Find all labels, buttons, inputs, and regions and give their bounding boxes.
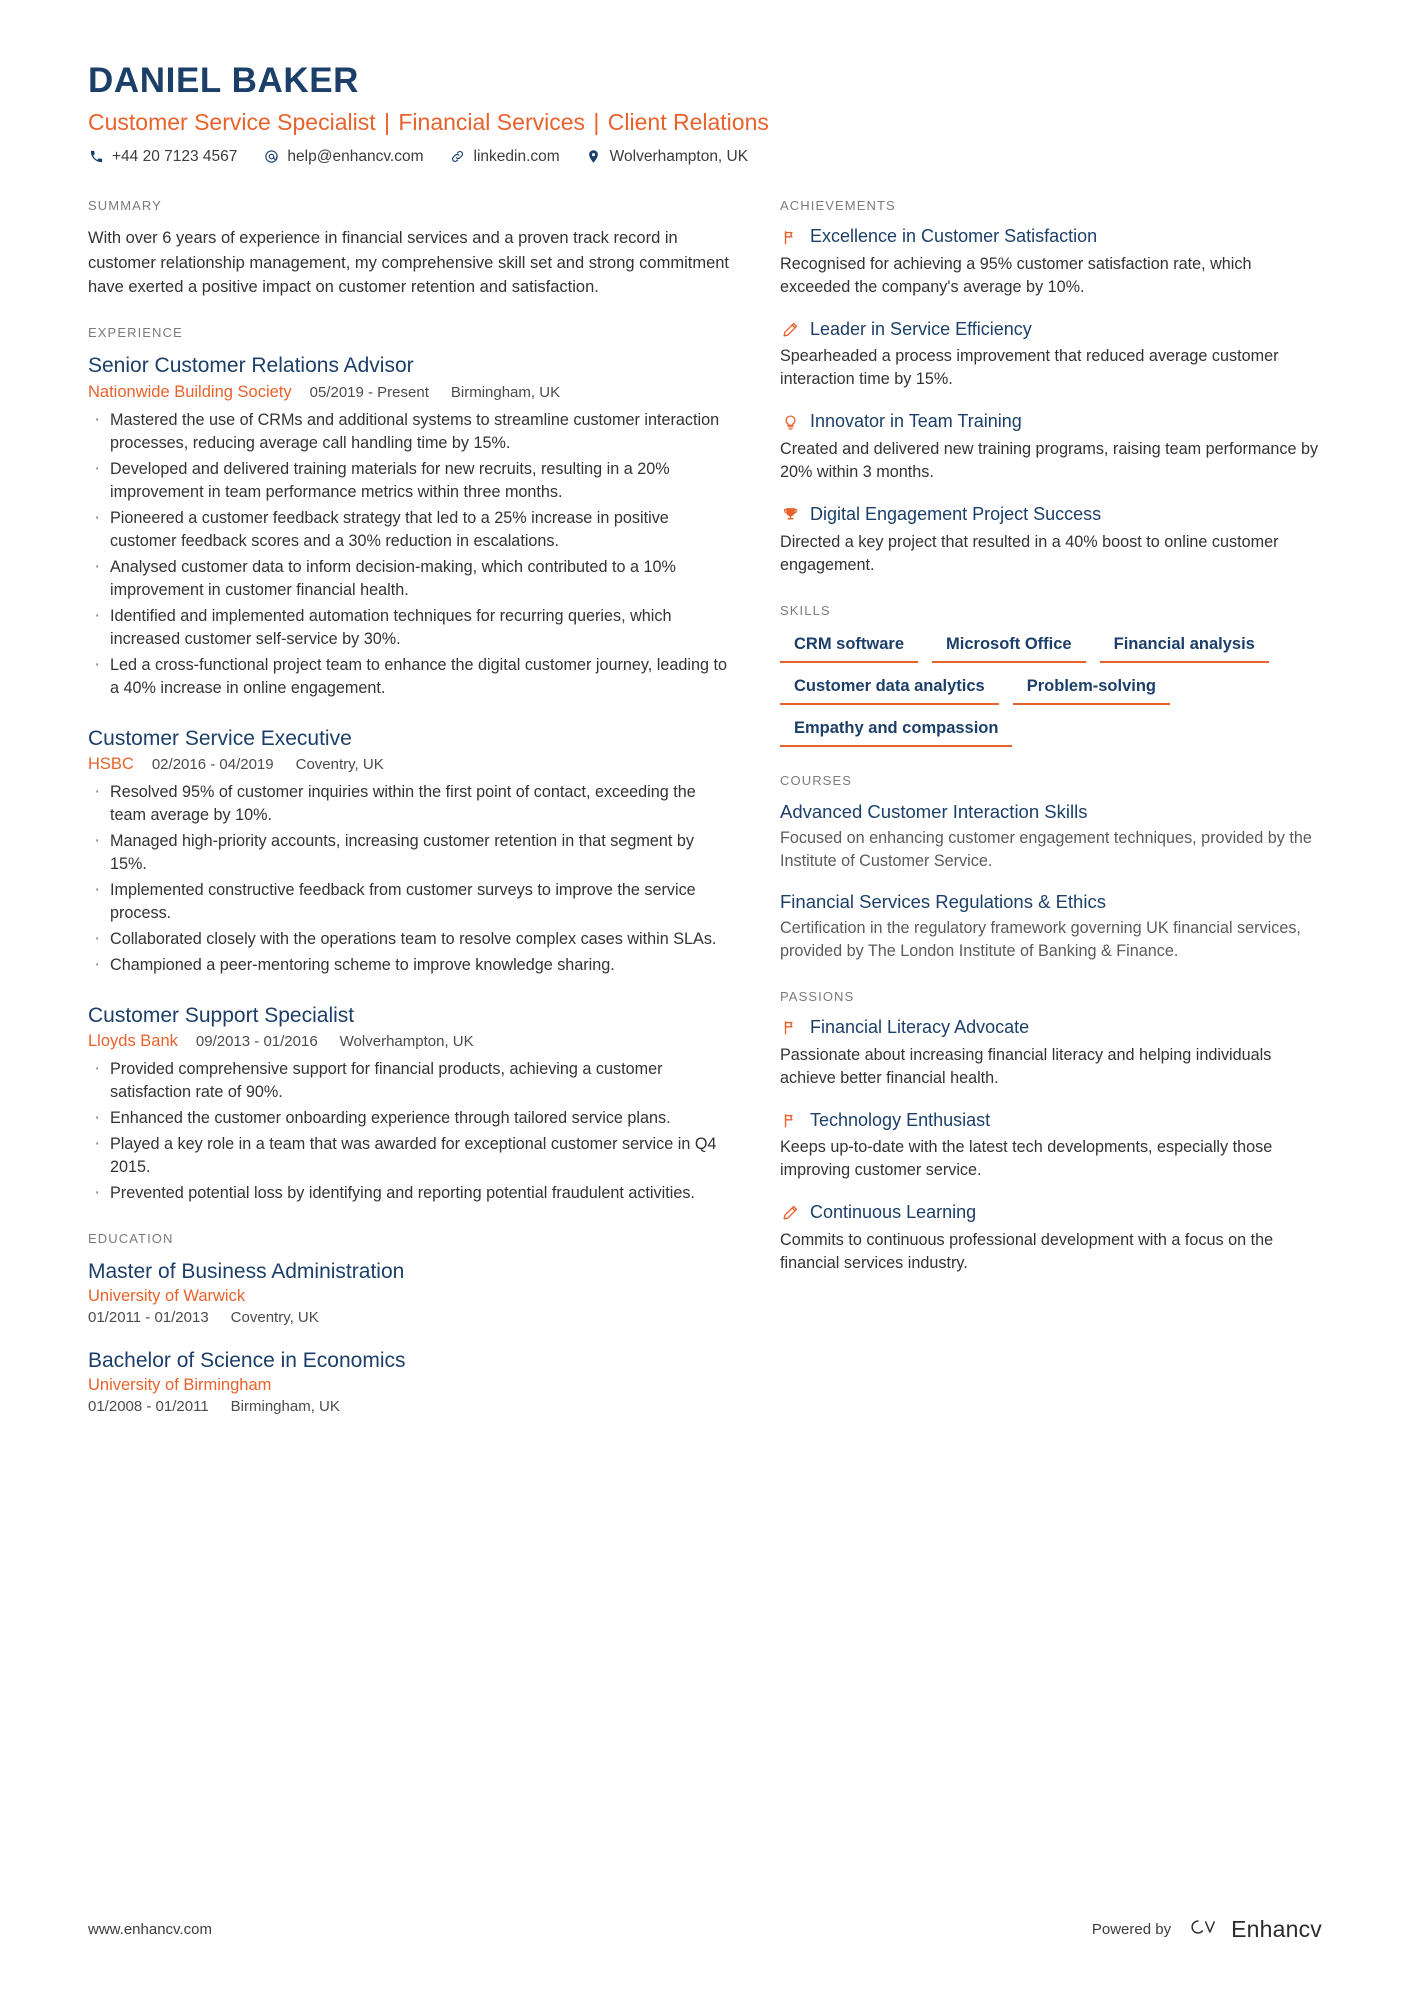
- job-company: HSBC: [88, 754, 134, 773]
- section-passions: [780, 989, 1322, 1275]
- skill-chip: Microsoft Office: [932, 631, 1086, 663]
- right-column: [780, 198, 1322, 1301]
- enhancv-logo: [1187, 1916, 1322, 1943]
- job-bullets: [88, 1058, 732, 1205]
- contact-email-text: help@enhancv.com: [287, 147, 424, 165]
- list-item: · Pioneered a customer feedback strategy that led to a 25% increase in positive customer feedback scores and a 30% reduction in escalations.: [88, 507, 732, 553]
- skill-chip: Financial analysis: [1100, 631, 1269, 663]
- job-bullets: [88, 781, 732, 977]
- headline-part-2: Financial Services: [398, 108, 586, 135]
- achievement-desc: Created and delivered new training programs, raising team performance by 20% within 3 months.: [780, 440, 1319, 482]
- headline-separator: |: [377, 108, 397, 135]
- passion-title: Continuous Learning: [810, 1202, 977, 1223]
- powered-by-label: Powered by: [1091, 1921, 1172, 1938]
- passion-head: [780, 1017, 1322, 1039]
- passion-desc: Commits to continuous professional development with a focus on the financial services industry.: [780, 1230, 1274, 1272]
- contact-linkedin[interactable]: [450, 148, 560, 164]
- skill-chip: Empathy and compassion: [780, 715, 1012, 747]
- job-location: Wolverhampton, UK: [339, 1033, 474, 1051]
- experience-item: [88, 353, 732, 699]
- list-item: · Resolved 95% of customer inquiries within the first point of contact, exceeding the team average by 10%.: [88, 781, 732, 827]
- page-title: DANIEL BAKER: [88, 61, 360, 100]
- skills-list: [780, 631, 1322, 747]
- pen-icon: [780, 1203, 800, 1223]
- course-item: [780, 891, 1322, 963]
- achievement-head: [780, 411, 1322, 433]
- section-title-education: EDUCATION: [88, 1231, 174, 1247]
- education-location: Coventry, UK: [230, 1309, 319, 1327]
- section-courses: [780, 773, 1322, 963]
- job-meta: [88, 755, 732, 774]
- passion-item: [780, 1202, 1322, 1275]
- achievement-title: Excellence in Customer Satisfaction: [810, 226, 1098, 247]
- experience-item: [88, 1003, 732, 1205]
- job-company: Nationwide Building Society: [88, 382, 292, 401]
- list-item: · Played a key role in a team that was awarded for exceptional customer service in Q4 2015.: [88, 1133, 732, 1179]
- job-dates: 05/2019 - Present: [309, 383, 429, 401]
- skill-chip: Problem-solving: [1013, 673, 1170, 705]
- contact-phone-text: +44 20 7123 4567: [112, 147, 238, 165]
- section-education: [88, 1231, 732, 1415]
- headline-part-1: Customer Service Specialist: [88, 108, 376, 135]
- experience-item: [88, 726, 732, 977]
- education-school: University of Warwick: [88, 1287, 246, 1306]
- enhancv-mark-icon: [1187, 1916, 1221, 1943]
- professional-headline: [88, 108, 1322, 137]
- list-item: · Led a cross-functional project team to enhance the digital customer journey, leading to a 40% increase in online engagement.: [88, 654, 732, 700]
- course-item: [780, 801, 1322, 873]
- headline-separator: |: [587, 108, 606, 135]
- passion-desc: Passionate about increasing financial literacy and helping individuals achieve better financial health.: [780, 1045, 1272, 1087]
- achievement-desc: Directed a key project that resulted in a 40% boost to online customer engagement.: [780, 532, 1279, 574]
- achievement-title: Digital Engagement Project Success: [810, 504, 1102, 525]
- footer-website[interactable]: www.enhancv.com: [88, 1921, 212, 1938]
- passion-item: [780, 1017, 1322, 1090]
- contact-email[interactable]: [263, 148, 423, 164]
- education-location: Birmingham, UK: [230, 1398, 340, 1416]
- education-degree: Master of Business Administration: [88, 1260, 405, 1284]
- passion-head: [780, 1202, 1322, 1224]
- lightbulb-icon: [780, 412, 800, 432]
- section-title-achievements: ACHIEVEMENTS: [780, 198, 896, 214]
- section-title-summary: SUMMARY: [88, 198, 162, 214]
- list-item: · Provided comprehensive support for financial products, achieving a customer satisfaction rate of 90%.: [88, 1058, 732, 1104]
- section-title-passions: PASSIONS: [780, 989, 855, 1004]
- achievement-desc: Recognised for achieving a 95% customer satisfaction rate, which exceeded the company's average by 10%.: [780, 254, 1252, 296]
- section-title-courses: COURSES: [780, 772, 852, 788]
- list-item: · Managed high-priority accounts, increasing customer retention in that segment by 15%.: [88, 830, 732, 876]
- location-pin-icon: [586, 148, 602, 164]
- skill-chip: Customer data analytics: [780, 673, 999, 705]
- skill-chip: CRM software: [780, 631, 918, 663]
- education-dates: 01/2008 - 01/2011: [88, 1398, 209, 1416]
- trophy-icon: [780, 505, 800, 525]
- education-meta: [88, 1309, 732, 1326]
- course-desc: Focused on enhancing customer engagement techniques, provided by the Institute of Customer Service.: [780, 828, 1312, 870]
- job-meta: [88, 383, 732, 402]
- flag-icon: [780, 1018, 800, 1038]
- resume-header: [88, 62, 1322, 164]
- contact-location-text: Wolverhampton, UK: [609, 147, 749, 165]
- achievement-item: [780, 504, 1322, 577]
- job-meta: [88, 1032, 732, 1051]
- pen-icon: [780, 320, 800, 340]
- footer-branding: [1092, 1916, 1322, 1943]
- achievement-title: Innovator in Team Training: [810, 411, 1022, 432]
- section-skills: [780, 603, 1322, 747]
- page-footer: [88, 1916, 1322, 1943]
- passion-head: [780, 1110, 1322, 1132]
- achievement-head: [780, 319, 1322, 341]
- achievement-item: [780, 226, 1322, 299]
- contact-list: [88, 148, 1322, 164]
- list-item: · Mastered the use of CRMs and additional systems to streamline customer interaction processes, reducing average call handling time by 15%.: [88, 409, 732, 455]
- achievement-head: [780, 226, 1322, 248]
- course-desc: Certification in the regulatory framework governing UK financial services, provided by The London Institute of Banking & Finance.: [780, 919, 1301, 960]
- contact-linkedin-text: linkedin.com: [473, 147, 560, 165]
- achievement-desc: Spearheaded a process improvement that reduced average customer interaction time by 15%.: [780, 347, 1279, 389]
- job-company: Lloyds Bank: [88, 1032, 178, 1051]
- flag-icon: [780, 1110, 800, 1130]
- list-item: · Identified and implemented automation techniques for recurring queries, which increased customer self-service by 30%.: [88, 605, 732, 651]
- achievement-item: [780, 411, 1322, 484]
- education-dates: 01/2011 - 01/2013: [88, 1309, 209, 1327]
- job-role: Senior Customer Relations Advisor: [88, 354, 414, 378]
- link-icon: [450, 148, 466, 164]
- headline-part-3: Client Relations: [607, 108, 769, 135]
- email-icon: [263, 148, 279, 164]
- section-summary: [88, 198, 732, 299]
- job-dates: 09/2013 - 01/2016: [195, 1033, 318, 1051]
- passion-title: Financial Literacy Advocate: [810, 1017, 1030, 1037]
- achievement-item: [780, 319, 1322, 392]
- section-experience: [88, 325, 732, 1205]
- job-role: Customer Service Executive: [88, 726, 352, 750]
- enhancv-wordmark: Enhancv: [1231, 1916, 1322, 1942]
- phone-icon: [88, 148, 104, 164]
- course-title: Advanced Customer Interaction Skills: [780, 800, 1088, 822]
- list-item: · Prevented potential loss by identifying and reporting potential fraudulent activities.: [88, 1182, 732, 1205]
- education-item: [88, 1259, 732, 1326]
- contact-location: [586, 148, 748, 164]
- education-item: [88, 1348, 732, 1415]
- achievement-title: Leader in Service Efficiency: [810, 318, 1032, 339]
- job-location: Coventry, UK: [295, 755, 384, 773]
- summary-text: With over 6 years of experience in financial services and a proven track record in customer relationship management, my comprehensive skill set and strong commitment have exerted a positive impact on customer retention and satisfaction.: [88, 229, 730, 297]
- education-meta: [88, 1398, 732, 1415]
- education-school: University of Birmingham: [88, 1376, 272, 1395]
- job-role: Customer Support Specialist: [88, 1003, 355, 1027]
- education-degree: Bachelor of Science in Economics: [88, 1349, 406, 1373]
- job-location: Birmingham, UK: [450, 383, 561, 401]
- list-item: · Implemented constructive feedback from customer surveys to improve the service process.: [88, 879, 732, 925]
- passion-title: Technology Enthusiast: [810, 1109, 991, 1130]
- list-item: · Enhanced the customer onboarding experience through tailored service plans.: [88, 1107, 732, 1130]
- flag-icon: [780, 227, 800, 247]
- list-item: · Championed a peer-mentoring scheme to improve knowledge sharing.: [88, 954, 732, 977]
- job-bullets: [88, 409, 732, 700]
- section-achievements: [780, 198, 1322, 576]
- list-item: · Developed and delivered training materials for new recruits, resulting in a 20% improvement in team performance metrics within three months.: [88, 458, 732, 504]
- achievement-head: [780, 504, 1322, 526]
- course-title: Financial Services Regulations & Ethics: [780, 890, 1106, 912]
- resume-body: [88, 198, 1322, 1441]
- list-item: · Analysed customer data to inform decision-making, which contributed to a 10% improvement in customer financial health.: [88, 556, 732, 602]
- section-title-skills: SKILLS: [780, 602, 831, 618]
- passion-desc: Keeps up-to-date with the latest tech developments, especially those improving customer service.: [780, 1138, 1273, 1180]
- left-column: [88, 198, 780, 1441]
- passion-item: [780, 1110, 1322, 1183]
- job-dates: 02/2016 - 04/2019: [151, 755, 274, 773]
- section-title-experience: EXPERIENCE: [88, 325, 183, 341]
- contact-phone: [88, 148, 237, 164]
- list-item: · Collaborated closely with the operations team to resolve complex cases within SLAs.: [88, 928, 732, 951]
